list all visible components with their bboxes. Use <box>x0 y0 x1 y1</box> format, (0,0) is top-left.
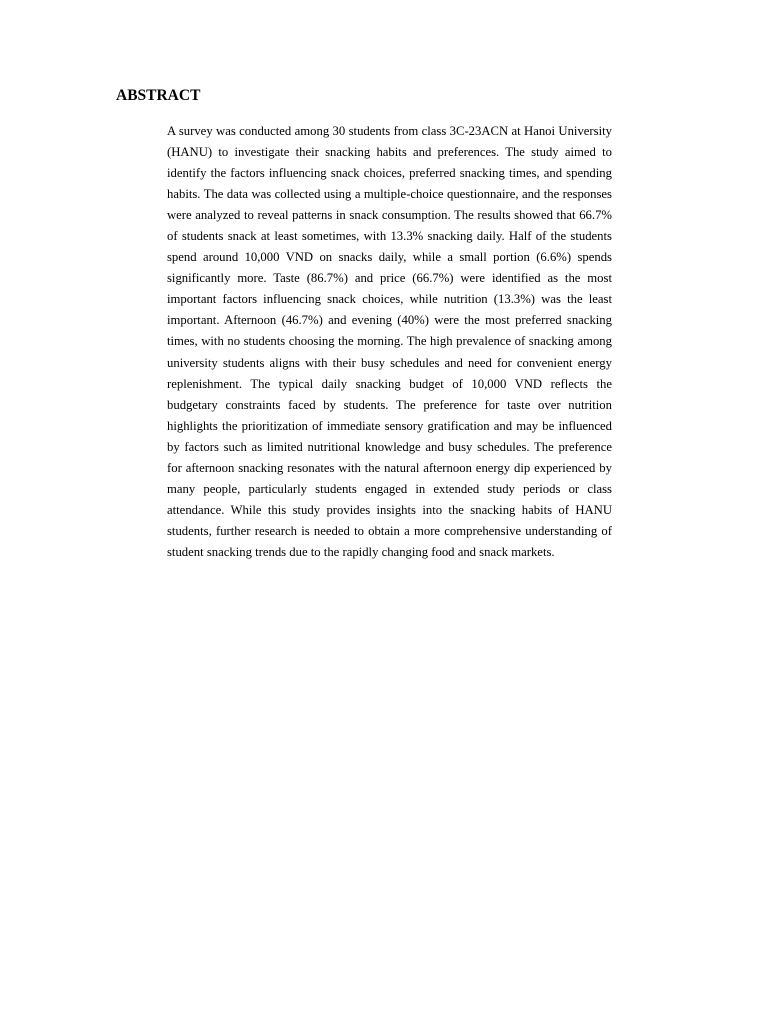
abstract-heading: ABSTRACT <box>116 87 201 104</box>
abstract-body-paragraph: A survey was conducted among 30 students from class 3C-23ACN at Hanoi University (HANU) to investigate their snacking habits and preferences. The study aimed to identify the factors influencing snack choices, preferred snacking times, and spending habits. The data was collected using a multiple-choice questionnaire, and the responses were analyzed to reveal patterns in snack consumption. The results showed that 66.7% of students snack at least sometimes, with 13.3% snacking daily. Half of the students spend around 10,000 VND on snacks daily, while a small portion (6.6%) spends significantly more. Taste (86.7%) and price (66.7%) were identified as the most important factors influencing snack choices, while nutrition (13.3%) was the least important. Afternoon (46.7%) and evening (40%) were the most preferred snacking times, with no students choosing the morning. The high prevalence of snacking among university students aligns with their busy schedules and need for convenient energy replenishment. The typical daily snacking budget of 10,000 VND reflects the budgetary constraints faced by students. The preference for taste over nutrition highlights the prioritization of immediate sensory gratification and may be influenced by factors such as limited nutritional knowledge and busy schedules. The preference for afternoon snacking resonates with the natural afternoon energy dip experienced by many people, particularly students engaged in extended study periods or class attendance. While this study provides insights into the snacking habits of HANU students, further research is needed to obtain a more comprehensive understanding of student snacking trends due to the rapidly changing food and snack markets. <box>167 124 612 559</box>
